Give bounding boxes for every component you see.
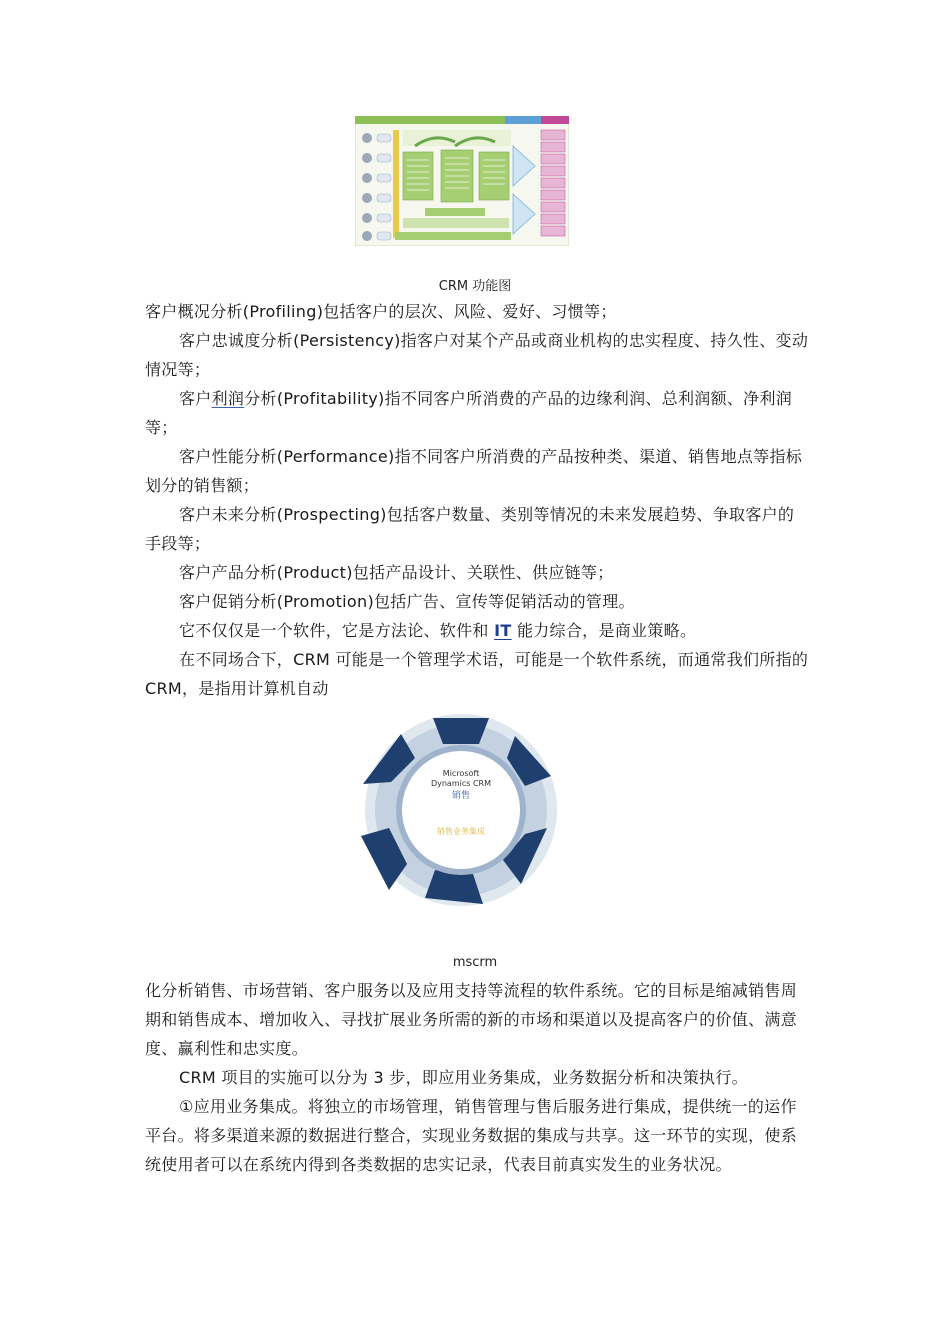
paragraph-crm-definition: 在不同场合下，CRM 可能是一个管理学术语，可能是一个软件系统，而通常我们所指的 CRM，是指用计算机自动 <box>145 650 809 698</box>
body-text-section-1 <box>145 297 809 703</box>
profit-link[interactable]: 利润 <box>211 389 245 408</box>
figure-caption-mscrm: mscrm <box>452 955 498 970</box>
paragraph-profitability <box>145 384 809 442</box>
figure-caption-crm-function: CRM 功能图 <box>438 279 512 294</box>
mscrm-sales-ring-diagram <box>355 710 567 910</box>
ring-center-subtitle: 销售业务集成 <box>437 827 485 836</box>
body-text-section-2 <box>145 976 809 1179</box>
paragraph-crm-steps: CRM 项目的实施可以分为 3 步，即应用业务集成，业务数据分析和决策执行。 <box>179 1068 748 1087</box>
paragraph-profiling: 客户概况分析(Profiling)包括客户的层次、风险、爱好、习惯等； <box>145 302 617 321</box>
ring-center-line1: Microsoft <box>442 769 480 778</box>
text-segment: 分析(Profitability)指不同客户所消费的产品的边缘利润、总利润额、净利润等； <box>145 389 793 437</box>
paragraph-business-integration: ①应用业务集成。将独立的市场管理，销售管理与售后服务进行集成，提供统一的运作平台。将多渠道来源的数据进行整合，实现业务数据的集成与共享。这一环节的实现，使系统使用者可以在系统内得到各类数据的忠实记录，代表目前真实发生的业务状况。 <box>145 1097 798 1174</box>
crm-function-diagram <box>355 116 569 246</box>
text-segment: 客户 <box>179 389 212 408</box>
text-segment: 它不仅仅是一个软件，它是方法论、软件和 <box>179 621 495 640</box>
paragraph-persistency: 客户忠诚度分析(Persistency)指客户对某个产品或商业机构的忠实程度、持久性、变动情况等； <box>145 331 809 379</box>
paragraph-performance: 客户性能分析(Performance)指不同客户所消费的产品按种类、渠道、销售地点等指标划分的销售额； <box>145 447 803 495</box>
paragraph-promotion: 客户促销分析(Promotion)包括广告、宣传等促销活动的管理。 <box>179 592 635 611</box>
paragraph-product: 客户产品分析(Product)包括产品设计、关联性、供应链等； <box>179 563 614 582</box>
ring-center-title: 销售 <box>451 791 471 801</box>
text-segment: 能力综合，是商业策略。 <box>511 621 697 640</box>
paragraph-prospecting: 客户未来分析(Prospecting)包括客户数量、类别等情况的未来发展趋势、争取客户的手段等； <box>145 505 795 553</box>
ring-center-line2: Dynamics CRM <box>430 779 492 788</box>
it-link[interactable]: IT <box>494 621 512 640</box>
paragraph-crm-goal: 化分析销售、市场营销、客户服务以及应用支持等流程的软件系统。它的目标是缩减销售周期和销售成本、增加收入、寻找扩展业务所需的新的市场和渠道以及提高客户的价值、满意度、赢利性和忠实度。 <box>145 981 798 1058</box>
paragraph-strategy <box>145 616 809 645</box>
